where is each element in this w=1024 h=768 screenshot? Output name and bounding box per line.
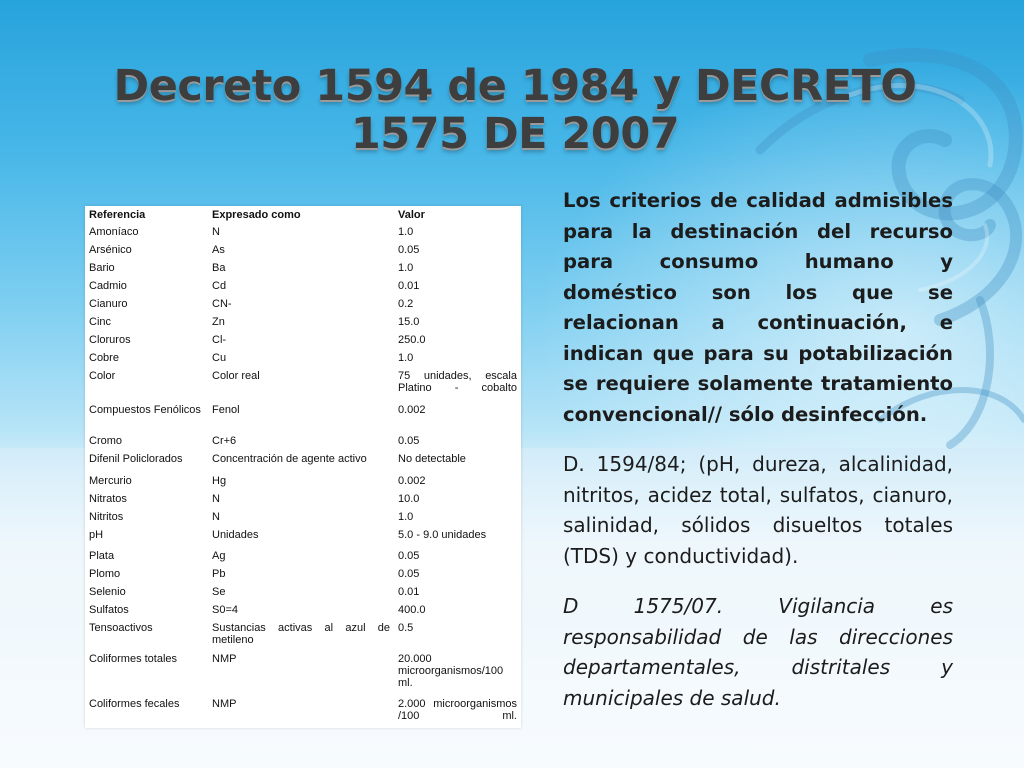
- table-cell: 1.0: [398, 511, 414, 523]
- paragraph-criterios: Los criterios de calidad admisibles para la destinación del recurso para consumo humano y doméstico son los que se relacionan a continuación, e indican que para su potabilización se requiere solamente tratamiento convencional// sólo desinfección.: [563, 189, 953, 426]
- table-row: [85, 621, 521, 652]
- table-cell: Coliformes fecales: [89, 698, 180, 710]
- table-cell: 20.000 microorganismos/100 ml.: [398, 653, 504, 689]
- table-row: [85, 243, 521, 261]
- table-row: [85, 403, 521, 434]
- table-row: [85, 549, 521, 567]
- table-cell: Plomo: [89, 568, 121, 580]
- table-row: [85, 315, 521, 333]
- header-referencia: Referencia: [89, 209, 146, 221]
- table-cell: NMP: [212, 698, 237, 710]
- table-cell: Sulfatos: [89, 604, 129, 616]
- table-header-row: [85, 206, 521, 225]
- table-cell: 75 unidades, escala Platino - cobalto: [398, 370, 517, 394]
- table-cell: 0.05: [398, 435, 420, 447]
- table-cell: As: [212, 244, 225, 256]
- table-cell: Amoníaco: [89, 226, 139, 238]
- table-cell: Nitritos: [89, 511, 124, 523]
- table-row: [85, 697, 521, 727]
- table-cell: Selenio: [89, 586, 126, 598]
- table-cell: Color: [89, 370, 116, 382]
- table-row: [85, 652, 521, 697]
- table-cell: Ag: [212, 550, 226, 562]
- table-cell: Cianuro: [89, 298, 128, 310]
- table-cell: Compuestos Fenólicos: [89, 404, 201, 416]
- table-cell: Hg: [212, 475, 227, 487]
- table-cell: Cobre: [89, 352, 119, 364]
- table-cell: Pb: [212, 568, 226, 580]
- table-row: [85, 225, 521, 243]
- table-cell: 5.0 - 9.0 unidades: [398, 529, 487, 541]
- table-cell: Unidades: [212, 529, 259, 541]
- table-cell: 0.002: [398, 404, 426, 416]
- table-cell: Tensoactivos: [89, 622, 153, 634]
- table-cell: 1.0: [398, 352, 414, 364]
- table-cell: S0=4: [212, 604, 238, 616]
- table-cell: Bario: [89, 262, 115, 274]
- table-cell: 250.0: [398, 334, 426, 346]
- table-cell: 0.01: [398, 586, 420, 598]
- slide-title: Decreto 1594 de 1984 y DECRETO 1575 DE 2007: [113, 61, 917, 159]
- table-row: [85, 567, 521, 585]
- paragraph-decreto-1594: D. 1594/84; (pH, dureza, alcalinidad, nitritos, acidez total, sulfatos, cianuro, salinidad, sólidos disueltos totales (TDS) y conductividad).: [563, 452, 953, 568]
- table-row: [85, 452, 521, 474]
- table-cell: 0.05: [398, 568, 420, 580]
- water-quality-table: [85, 206, 521, 727]
- table-row: [85, 434, 521, 452]
- table-cell: N: [212, 226, 220, 238]
- table-cell: 0.01: [398, 280, 420, 292]
- table-cell: 1.0: [398, 226, 414, 238]
- table-cell: Nitratos: [89, 493, 127, 505]
- header-valor: Valor: [398, 209, 425, 221]
- table-row: [85, 603, 521, 621]
- table-cell: Cl-: [212, 334, 227, 346]
- table-cell: 10.0: [398, 493, 420, 505]
- table-row: [85, 585, 521, 603]
- table-cell: Arsénico: [89, 244, 132, 256]
- table-cell: Color real: [212, 370, 260, 382]
- table-cell: NMP: [212, 653, 237, 665]
- table-cell: Plata: [89, 550, 115, 562]
- water-quality-table-container: [85, 206, 521, 728]
- table-cell: Concentración de agente activo: [212, 453, 367, 465]
- table-row: [85, 510, 521, 528]
- table-cell: 2.000 microorganismos /100 ml.: [398, 698, 517, 722]
- table-row: [85, 279, 521, 297]
- table-cell: Cromo: [89, 435, 123, 447]
- table-cell: 0.05: [398, 244, 420, 256]
- paragraph-decreto-1575: D 1575/07. Vigilancia es responsabilidad de las direcciones departamentales, distritales y municipales de salud.: [563, 594, 953, 710]
- table-row: [85, 369, 521, 403]
- table-cell: pH: [89, 529, 104, 541]
- table-cell: Fenol: [212, 404, 240, 416]
- table-cell: 0.05: [398, 550, 420, 562]
- table-cell: Se: [212, 586, 226, 598]
- table-row: [85, 351, 521, 369]
- table-cell: 15.0: [398, 316, 420, 328]
- table-row: [85, 297, 521, 315]
- table-cell: Cu: [212, 352, 227, 364]
- table-cell: 0.5: [398, 622, 414, 634]
- table-cell: Cinc: [89, 316, 112, 328]
- table-cell: Sustancias activas al azul de metileno: [212, 622, 390, 646]
- table-row: [85, 261, 521, 279]
- header-expresado-como: Expresado como: [212, 209, 301, 221]
- table-cell: Cadmio: [89, 280, 127, 292]
- table-cell: Coliformes totales: [89, 653, 178, 665]
- table-cell: Zn: [212, 316, 225, 328]
- table-cell: Cd: [212, 280, 227, 292]
- body-text: [563, 186, 953, 713]
- table-cell: Cr+6: [212, 435, 237, 447]
- table-row: [85, 474, 521, 492]
- table-cell: Difenil Policlorados: [89, 453, 183, 465]
- table-cell: 0.002: [398, 475, 426, 487]
- table-cell: Cloruros: [89, 334, 131, 346]
- table-cell: No detectable: [398, 453, 466, 465]
- table-cell: N: [212, 511, 220, 523]
- table-cell: CN-: [212, 298, 232, 310]
- table-row: [85, 333, 521, 351]
- table-cell: 1.0: [398, 262, 414, 274]
- table-cell: Mercurio: [89, 475, 132, 487]
- table-cell: 0.2: [398, 298, 414, 310]
- table-row: [85, 492, 521, 510]
- table-cell: N: [212, 493, 220, 505]
- table-cell: 400.0: [398, 604, 426, 616]
- table-cell: Ba: [212, 262, 226, 274]
- table-row: [85, 528, 521, 549]
